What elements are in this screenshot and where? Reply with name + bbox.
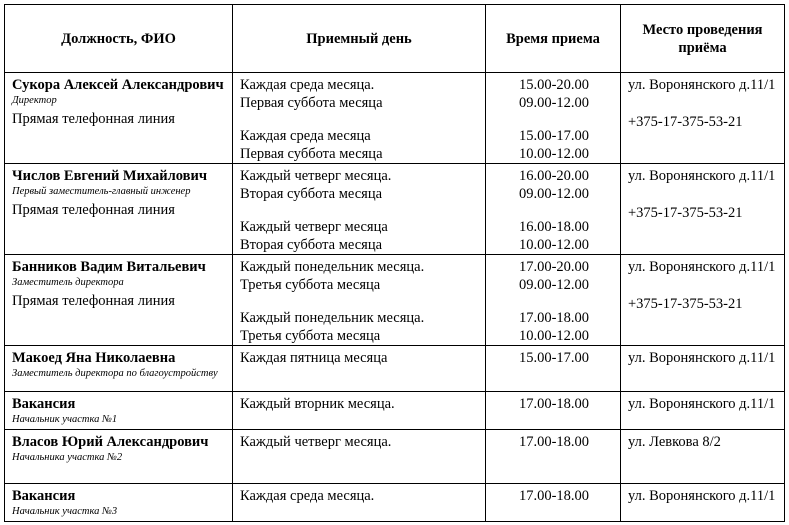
reception-day: Каждая среда месяца. (240, 488, 375, 504)
phone-time: 17.00-18.00 (518, 310, 590, 326)
position-cell (5, 346, 233, 392)
reception-day: Первая суббота месяца (240, 95, 383, 111)
time-cell (486, 392, 621, 430)
table-header-row (5, 5, 785, 73)
time-cell (486, 346, 621, 392)
day-cell (233, 164, 486, 255)
person-name: Вакансия (12, 396, 76, 412)
person-role: Начальника участка №2 (12, 452, 123, 463)
table-row (5, 164, 785, 255)
place-cell (621, 430, 785, 484)
phone-number: +375-17-375-53-21 (628, 296, 743, 312)
place-cell (621, 392, 785, 430)
header-position: Должность, ФИО (5, 5, 233, 73)
person-name: Сукора Алексей Александрович (12, 77, 224, 93)
reception-time: 17.00-20.00 (518, 259, 590, 275)
phone-day: Первая суббота месяца (240, 146, 383, 162)
reception-address: ул. Воронянского д.11/1 (628, 259, 776, 275)
reception-time: 17.00-18.00 (518, 396, 590, 412)
phone-number: +375-17-375-53-21 (628, 205, 743, 221)
person-name: Числов Евгений Михайлович (12, 168, 208, 184)
place-cell (621, 346, 785, 392)
position-cell (5, 73, 233, 164)
reception-address: ул. Левкова 8/2 (628, 434, 721, 450)
header-time: Время приема (486, 5, 621, 73)
time-cell (486, 430, 621, 484)
phone-time: 10.00-12.00 (518, 146, 590, 162)
phone-time: 10.00-12.00 (518, 328, 590, 344)
header-day: Приемный день (233, 5, 486, 73)
person-role: Заместитель директора (12, 277, 124, 288)
phone-time: 16.00-18.00 (518, 219, 590, 235)
place-cell (621, 73, 785, 164)
person-role: Заместитель директора по благоустройству (12, 368, 218, 379)
reception-day: Каждая пятница месяца (240, 350, 388, 366)
phone-line-label: Прямая телефонная линия (12, 202, 175, 218)
table-row (5, 255, 785, 346)
time-cell (486, 164, 621, 255)
phone-day: Каждая среда месяца (240, 128, 371, 144)
table-row (5, 73, 785, 164)
position-cell (5, 430, 233, 484)
reception-time: 09.00-12.00 (518, 186, 590, 202)
reception-time: 15.00-20.00 (518, 77, 590, 93)
day-cell (233, 484, 486, 522)
header-place: Место проведения приёма (621, 5, 785, 73)
reception-time: 17.00-18.00 (518, 488, 590, 504)
position-cell (5, 484, 233, 522)
reception-address: ул. Воронянского д.11/1 (628, 488, 776, 504)
reception-day: Третья суббота месяца (240, 277, 381, 293)
time-cell (486, 73, 621, 164)
day-cell (233, 255, 486, 346)
person-name: Власов Юрий Александрович (12, 434, 209, 450)
person-role: Первый заместитель-главный инженер (12, 186, 191, 197)
place-cell (621, 255, 785, 346)
reception-address: ул. Воронянского д.11/1 (628, 396, 776, 412)
place-cell (621, 164, 785, 255)
position-cell (5, 164, 233, 255)
reception-time: 09.00-12.00 (518, 277, 590, 293)
person-name: Макоед Яна Николаевна (12, 350, 176, 366)
table-row (5, 346, 785, 392)
reception-time: 15.00-17.00 (518, 350, 590, 366)
time-cell (486, 255, 621, 346)
person-name: Банников Вадим Витальевич (12, 259, 206, 275)
phone-time: 10.00-12.00 (518, 237, 590, 253)
reception-time: 16.00-20.00 (518, 168, 590, 184)
phone-day: Каждый понедельник месяца. (240, 310, 425, 326)
position-cell (5, 255, 233, 346)
table-row (5, 430, 785, 484)
reception-address: ул. Воронянского д.11/1 (628, 168, 776, 184)
day-cell (233, 73, 486, 164)
reception-day: Вторая суббота месяца (240, 186, 383, 202)
table-row (5, 392, 785, 430)
phone-time: 15.00-17.00 (518, 128, 590, 144)
day-cell (233, 346, 486, 392)
reception-address: ул. Воронянского д.11/1 (628, 350, 776, 366)
person-name: Вакансия (12, 488, 76, 504)
reception-schedule-table (4, 4, 785, 522)
table-row (5, 484, 785, 522)
phone-line-label: Прямая телефонная линия (12, 293, 175, 309)
reception-day: Каждый понедельник месяца. (240, 259, 425, 275)
reception-day: Каждый вторник месяца. (240, 396, 395, 412)
reception-time: 17.00-18.00 (518, 434, 590, 450)
phone-day: Вторая суббота месяца (240, 237, 383, 253)
person-role: Директор (12, 95, 57, 106)
day-cell (233, 392, 486, 430)
person-role: Начальник участка №1 (12, 414, 118, 425)
place-cell (621, 484, 785, 522)
reception-day: Каждый четверг месяца. (240, 168, 392, 184)
reception-time: 09.00-12.00 (518, 95, 590, 111)
time-cell (486, 484, 621, 522)
phone-day: Каждый четверг месяца (240, 219, 388, 235)
day-cell (233, 430, 486, 484)
phone-day: Третья суббота месяца (240, 328, 381, 344)
reception-day: Каждая среда месяца. (240, 77, 375, 93)
reception-day: Каждый четверг месяца. (240, 434, 392, 450)
person-role: Начальник участка №3 (12, 506, 118, 517)
position-cell (5, 392, 233, 430)
phone-number: +375-17-375-53-21 (628, 114, 743, 130)
phone-line-label: Прямая телефонная линия (12, 111, 175, 127)
reception-address: ул. Воронянского д.11/1 (628, 77, 776, 93)
